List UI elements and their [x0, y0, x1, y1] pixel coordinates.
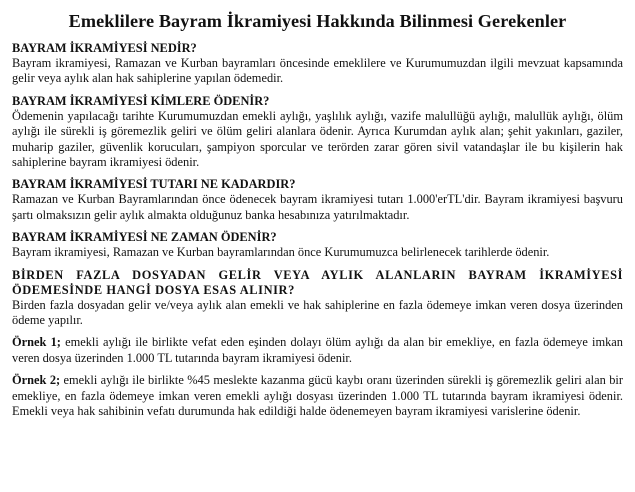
section-body: Bayram ikramiyesi, Ramazan ve Kurban bayramları öncesinde emeklilere ve Kurumumuzdan ilgili mevzuat kapsamında gelir veya aylık alan hak sahiplerine yapılan ödemedir.	[12, 56, 623, 86]
section-body: Birden fazla dosyadan gelir ve/veya aylık alan emekli ve hak sahiplerine en fazla ödemeye imkan veren dosya üzerinden ödeme yapılır.	[12, 297, 623, 328]
section-heading: BAYRAM İKRAMİYESİ NEDİR?	[12, 41, 197, 55]
document-title: Emeklilere Bayram İkramiyesi Hakkında Bilinmesi Gerekenler	[68, 11, 567, 31]
section-body: Ödemenin yapılacağı tarihte Kurumumuzdan emekli aylığı, yaşlılık aylığı, vazife malullüğü aylığı, malullük aylığı, ölüm aylığı ile sürekli iş göremezlik geliri ve ölüm geliri alanlara ödenir. Ayrıca Kurumdan aylık alan; şehit yakınları, gaziler, muharip gaziler, güvenlik korucuları, şampiyon sporcular ve terörden zarar gören sivil vatandaşlar ile bu kişilerin hak sahiplerine bayram ikramiyesi ödenir.	[12, 108, 623, 170]
example-label: Örnek 1;	[12, 335, 61, 350]
example-label: Örnek 2;	[12, 373, 61, 388]
example-text: emekli aylığı ile birlikte vefat eden eşinden dolayı ölüm aylığı da alan bir emekliye, en fazla ödemeye imkan veren dosya üzerinden 1.000 TL tutarında bayram ikramiyesi ödenir.	[12, 335, 623, 365]
section-body: Ramazan ve Kurban Bayramlarından önce ödenecek bayram ikramiyesi tutarı 1.000'erTL'dir. Bayram ikramiyesi başvuru şartı olmaksızın gelir aylık almakta olduğunuz banka hesabınıza yatırılmaktadır.	[12, 192, 623, 222]
section-heading: BAYRAM İKRAMİYESİ KİMLERE ÖDENİR?	[12, 93, 270, 108]
example-paragraph	[12, 335, 623, 366]
section-heading: BAYRAM İKRAMİYESİ TUTARI NE KADARDIR?	[12, 177, 296, 192]
section-amount	[12, 177, 623, 223]
section-multiple-files	[12, 268, 623, 329]
section-what-is	[12, 41, 623, 87]
example-1	[12, 335, 623, 366]
section-who-receives	[12, 94, 623, 171]
section-heading: BİRDEN FAZLA DOSYADAN GELİR VEYA AYLIK ALANLARIN BAYRAM İKRAMİYESİ ÖDEMESİNDE HANGİ DOSYA ESAS ALINIR?	[12, 267, 623, 297]
section-body: Bayram ikramiyesi, Ramazan ve Kurban bayramlarından önce Kurumumuzca belirlenecek tarihlerde ödenir.	[12, 245, 550, 260]
example-text: emekli aylığı ile birlikte %45 meslekte kazanma gücü kaybı oranı üzerinden sürekli iş göremezlik geliri alan bir emekliye, en fazla ödemeye imkan veren emekli aylığı dosyası üzerinden 1.000 TL tutarında bayram ikramiyesi ödenir. Emekli veya hak sahibinin vefatı durumunda hak edildiği halde ödenemeyen bayram ikramiyesi varislerine ödenir.	[12, 373, 623, 419]
example-paragraph	[12, 373, 623, 419]
section-when-paid	[12, 230, 623, 260]
example-2	[12, 373, 623, 419]
section-heading: BAYRAM İKRAMİYESİ NE ZAMAN ÖDENİR?	[12, 230, 277, 245]
